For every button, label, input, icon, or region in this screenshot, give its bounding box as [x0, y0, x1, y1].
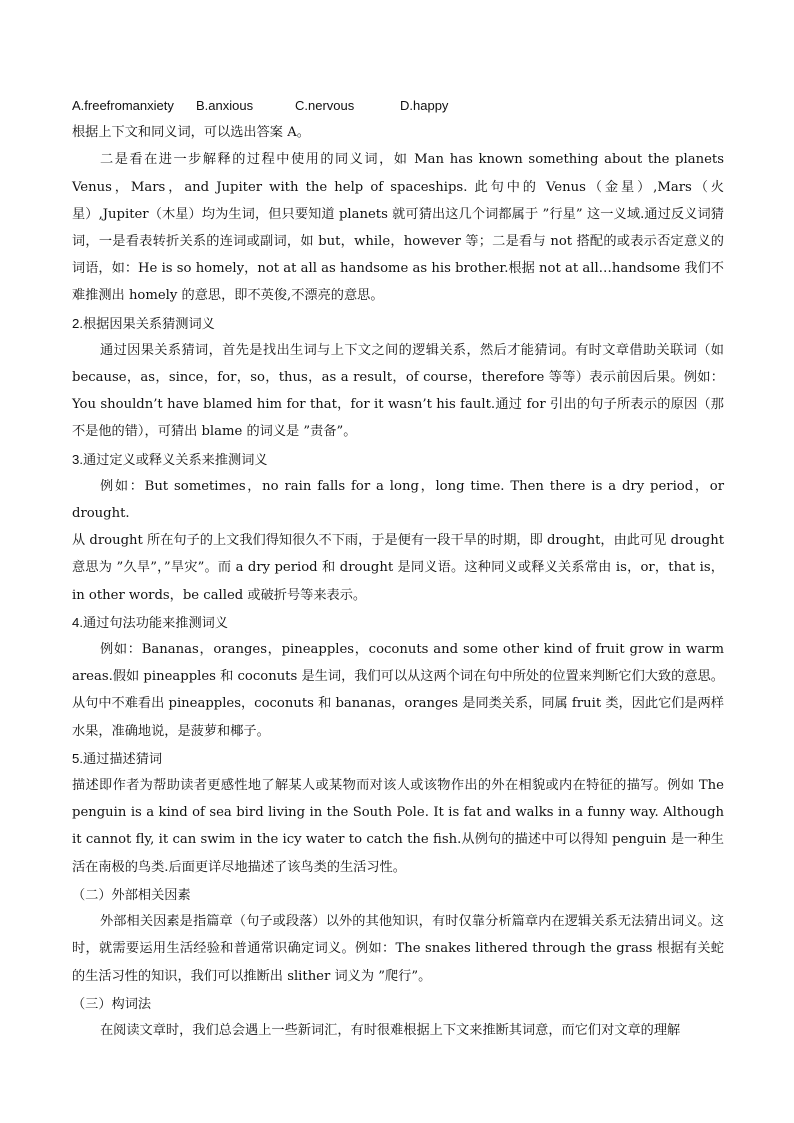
cause-effect-paragraph: 通过因果关系猜词，首先是找出生词与上下文之间的逻辑关系，然后才能猜词。有时文章借助关联词（如 because，as，since，for，so，thus，as a result，of course，therefore 等等）表示前因后果。例如：You shouldn’t have blamed him for that，for it wasn’t his fault.通过 for 引出的句子所表示的原因（那不是他的错），可猜出 blame 的词义是 ”责备”。 [72, 342, 724, 440]
definition-paragraph: 从 drought 所在句子的上文我们得知很久不下雨，于是便有一段干旱的时期，即 drought，由此可见 drought 意思为 ”久旱”，”旱灾”。而 a dry period 和 drought 是同义语。这种同义或释义关系常由 is，or，that is，in other words，be called 或破折号等来表示。 [72, 533, 724, 603]
section-heading-word-formation: （三）构词法 [72, 995, 152, 1011]
syntax-paragraph: 例如：Bananas，oranges，pineapples，coconuts and some other kind of fruit grow in warm areas.假如 pineapples 和 coconuts 是生词，我们可以从这两个词在句中所处的位置来判断它们大致的意思。从句中不难看出 pineapples，coconuts 和 bananas，oranges 是同类关系，同属 fruit 类，因此它们是两样水果，准确地说，是菠萝和椰子。 [72, 642, 724, 739]
section-heading-description: 5.通过描述猜词 [72, 750, 163, 766]
description-paragraph: 描述即作者为帮助读者更感性地了解某人或某物而对该人或该物作出的外在相貌或内在特征的描写。例如 The penguin is a kind of sea bird living in the South Pole. It is fat and walks in a funny way. Although it cannot fly, it can swim in the icy water to catch the fish.从例句的描述中可以得知 penguin 是一种生活在南极的鸟类.后面更详尽地描述了该鸟类的生活习性。 [72, 778, 724, 875]
external-factors-paragraph: 外部相关因素是指篇章（句子或段落）以外的其他知识，有时仅靠分析篇章内在逻辑关系无法猜出词义。这时，就需要运用生活经验和普通常识确定词义。例如：The snakes lithered through the grass 根据有关蛇的生活习性的知识，我们可以推断出 slither 词义为 ”爬行”。 [72, 914, 724, 984]
section-heading-external-factors: （二）外部相关因素 [72, 886, 191, 902]
section-heading-cause-effect: 2.根据因果关系猜测词义 [72, 315, 215, 331]
option-a: A.freefromanxiety [72, 98, 174, 113]
option-d: D.happy [400, 98, 449, 113]
option-b: B.anxious [196, 98, 254, 113]
section-heading-syntax: 4.通过句法功能来推测词义 [72, 614, 229, 630]
document-page [72, 92, 724, 1044]
word-formation-paragraph: 在阅读文章时，我们总会遇上一些新词汇，有时很难根据上下文来推断其词意，而它们对文章的理解 [100, 1022, 681, 1038]
answer-options [72, 92, 724, 119]
section-heading-definition: 3.通过定义或释义关系来推测词义 [72, 451, 268, 467]
synonym-paragraph: 二是看在进一步解释的过程中使用的同义词，如 Man has known something about the planets Venus，Mars，and Jupiter with the help of spaceships. 此句中的 Venus（金星）,Mars（火星）,Jupiter（木星）均为生词，但只要知道 planets 就可猜出这几个词都属于 ”行星” 这一义域.通过反义词猜词，一是看表转折关系的连词或副词，如 but，while，however 等；二是看与 not 搭配的或表示否定意义的词语，如：He is so homely，not at all as handsome as his brother.根据 not at all…handsome 我们不难推测出 homely 的意思，即不英俊,不漂亮的意思。 [72, 152, 724, 304]
option-c: C.nervous [295, 98, 355, 113]
definition-example: 例如：But sometimes，no rain falls for a long，long time. Then there is a dry period，or drought. [72, 478, 724, 522]
answer-explanation: 根据上下文和同义词，可以选出答案 A。 [72, 125, 310, 141]
